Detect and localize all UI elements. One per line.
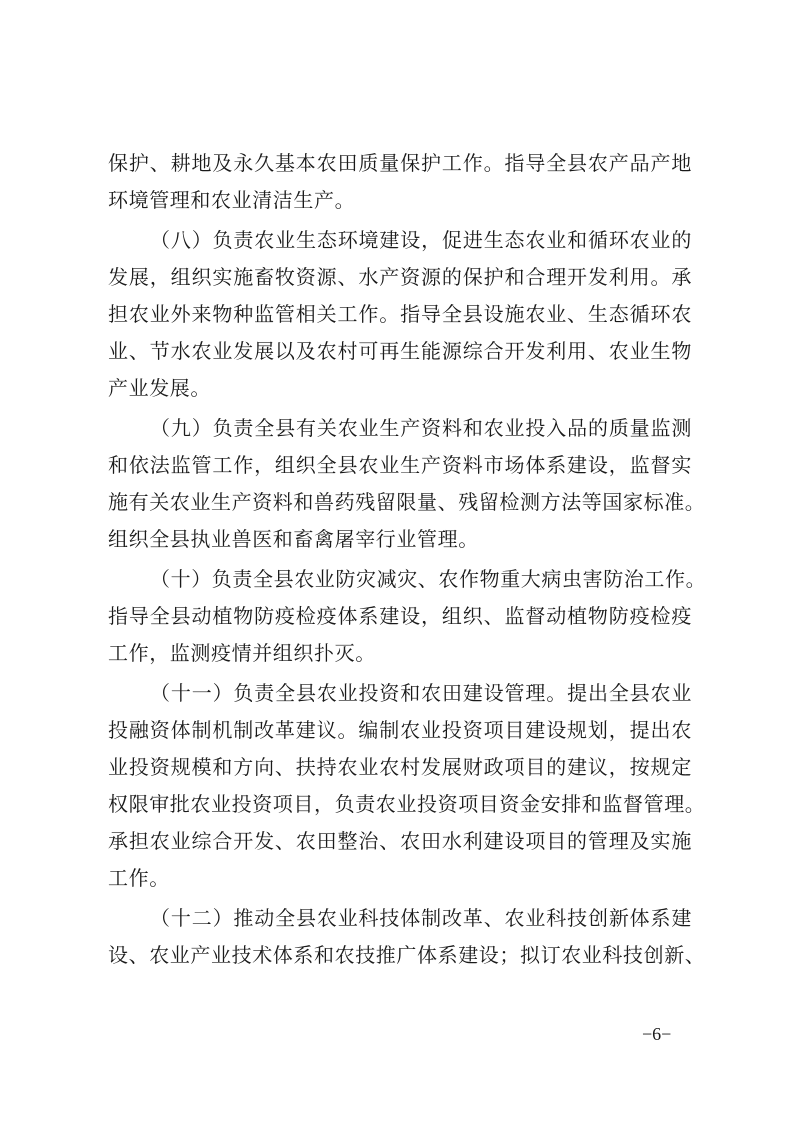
body-text-line: 环境管理和农业清洁生产。 bbox=[108, 188, 356, 212]
body-text-line: 承担农业综合开发、农田整治、农田水利建设项目的管理及实施 bbox=[108, 829, 692, 853]
paragraph-10-first-line: （十）负责全县农业防灾减灾、农作物重大病虫害防治工作。 bbox=[150, 567, 707, 591]
body-text-line: 产业发展。 bbox=[108, 376, 211, 400]
body-text-line: 工作。 bbox=[108, 866, 170, 890]
body-text-line: 指导全县动植物防疫检疫体系建设，组织、监督动植物防疫检疫 bbox=[108, 604, 692, 628]
paragraph-12-first-line: （十二）推动全县农业科技体制改革、农业科技创新体系建 bbox=[150, 906, 692, 930]
body-text-line: 发展，组织实施畜牧资源、水产资源的保护和合理开发利用。承 bbox=[108, 265, 692, 289]
body-text-line: 业投资规模和方向、扶持农业农村发展财政项目的建议，按规定 bbox=[108, 755, 692, 779]
body-text-line: 和依法监管工作，组织全县农业生产资料市场体系建设，监督实 bbox=[108, 453, 692, 477]
body-text-line: 设、农业产业技术体系和农技推广体系建设；拟订农业科技创新、 bbox=[108, 943, 706, 967]
body-text-line: 投融资体制机制改革建议。编制农业投资项目建设规划，提出农 bbox=[108, 718, 692, 742]
body-text-line: 担农业外来物种监管相关工作。指导全县设施农业、生态循环农 bbox=[108, 302, 692, 326]
body-text-line: 权限审批农业投资项目，负责农业投资项目资金安排和监督管理。 bbox=[108, 792, 706, 816]
page-number: −6− bbox=[642, 1024, 672, 1044]
body-text-line: 保护、耕地及永久基本农田质量保护工作。指导全县农产品产地 bbox=[108, 151, 692, 175]
paragraph-9-first-line: （九）负责全县有关农业生产资料和农业投入品的质量监测 bbox=[150, 416, 692, 440]
body-text-line: 施有关农业生产资料和兽药残留限量、残留检测方法等国家标准。 bbox=[108, 490, 706, 514]
body-text-line: 业、节水农业发展以及农村可再生能源综合开发利用、农业生物 bbox=[108, 339, 692, 363]
paragraph-8-first-line: （八）负责农业生态环境建设，促进生态农业和循环农业的 bbox=[150, 228, 692, 252]
paragraph-11-first-line: （十一）负责全县农业投资和农田建设管理。提出全县农业 bbox=[150, 681, 692, 705]
body-text-line: 工作，监测疫情并组织扑灭。 bbox=[108, 641, 376, 665]
body-text-line: 组织全县执业兽医和畜禽屠宰行业管理。 bbox=[108, 527, 479, 551]
